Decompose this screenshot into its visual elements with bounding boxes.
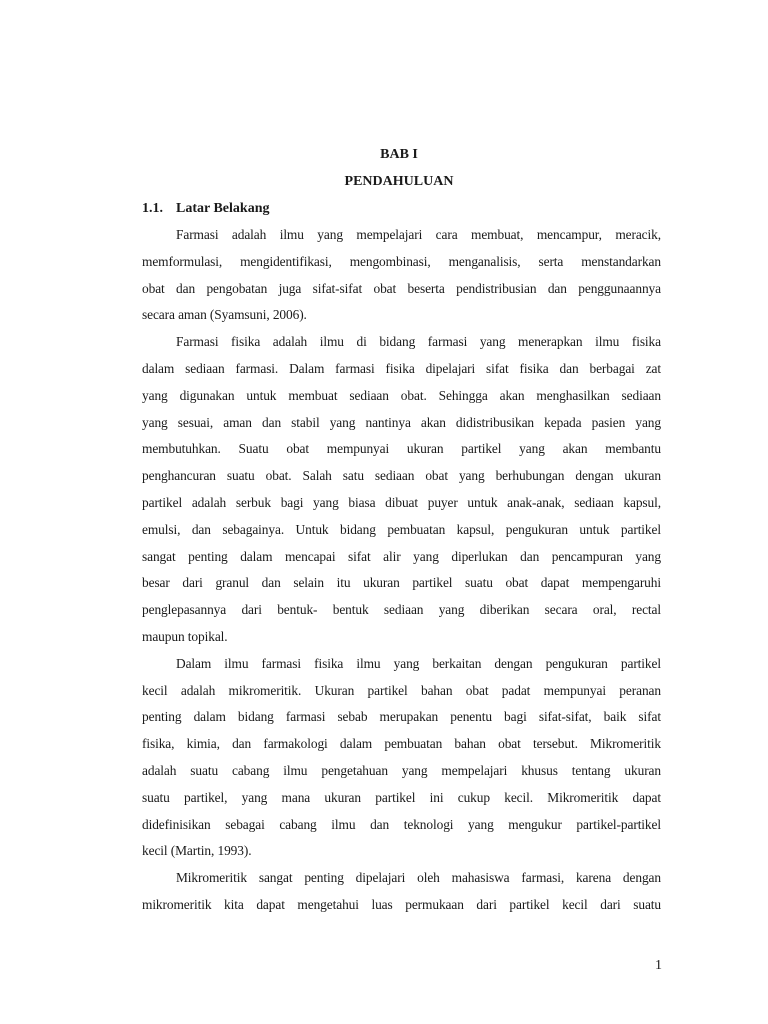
chapter-number: BAB I	[380, 147, 418, 162]
paragraph-line: membutuhkan. Suatu obat mempunyai ukuran partikel yang akan membantu	[142, 441, 661, 457]
paragraph-line: memformulasi, mengidentifikasi, mengombinasi, menganalisis, serta menstandarkan	[142, 253, 661, 269]
section-title: Latar Belakang	[176, 201, 270, 216]
paragraph-line: yang digunakan untuk membuat sediaan obat. Sehingga akan menghasilkan sediaan	[142, 387, 661, 403]
paragraph-line: sangat penting dalam mencapai sifat alir yang diperlukan dan pencampuran yang	[142, 548, 661, 564]
paragraph	[142, 651, 661, 865]
section-number: 1.1.	[142, 201, 163, 216]
paragraph-line: mikromeritik kita dapat mengetahui luas permukaan dari partikel kecil dari suatu	[142, 896, 661, 912]
paragraph-line: yang sesuai, aman dan stabil yang nantinya akan didistribusikan kepada pasien yang	[142, 414, 661, 430]
section-heading	[142, 201, 269, 217]
paragraph-line: penglepasannya dari bentuk- bentuk sediaan yang diberikan secara oral, rectal	[142, 602, 661, 618]
paragraph-line: Mikromeritik sangat penting dipelajari oleh mahasiswa farmasi, karena dengan	[176, 870, 661, 886]
paragraph-line: kecil adalah mikromeritik. Ukuran partikel bahan obat padat mempunyai peranan	[142, 682, 661, 698]
chapter-title: PENDAHULUAN	[344, 174, 454, 189]
paragraph-line: Farmasi adalah ilmu yang mempelajari cara membuat, mencampur, meracik,	[176, 227, 661, 242]
paragraph-line: penting dalam bidang farmasi sebab merupakan penentu bagi sifat-sifat, baik sifat	[142, 709, 661, 725]
paragraph-line: penghancuran suatu obat. Salah satu sediaan obat yang berhubungan dengan ukuran	[142, 468, 661, 484]
paragraph-line: dalam sediaan farmasi. Dalam farmasi fisika dipelajari sifat fisika dan berbagai zat	[142, 360, 661, 376]
paragraph-line: Farmasi fisika adalah ilmu di bidang farmasi yang menerapkan ilmu fisika	[176, 334, 661, 350]
paragraph-line: besar dari granul dan selain itu ukuran partikel suatu obat dapat mempengaruhi	[142, 575, 661, 591]
paragraph-line: Dalam ilmu farmasi fisika ilmu yang berkaitan dengan pengukuran partikel	[176, 655, 661, 671]
paragraph-line: fisika, kimia, dan farmakologi dalam pembuatan bahan obat tersebut. Mikromeritik	[142, 736, 661, 752]
paragraph-line: emulsi, dan sebagainya. Untuk bidang pembuatan kapsul, pengukuran untuk partikel	[142, 521, 661, 537]
paragraph-line: obat dan pengobatan juga sifat-sifat obat beserta pendistribusian dan penggunaannya	[142, 280, 661, 296]
paragraph-line: kecil (Martin, 1993).	[142, 843, 252, 859]
paragraph	[142, 329, 661, 651]
page-number: 1	[655, 958, 662, 973]
paragraph	[142, 222, 661, 329]
paragraph-line: partikel adalah serbuk bagi yang biasa dibuat puyer untuk anak-anak, sediaan kapsul,	[142, 494, 661, 510]
body-text	[142, 222, 661, 919]
paragraph-line: suatu partikel, yang mana ukuran partikel ini cukup kecil. Mikromeritik dapat	[142, 789, 661, 805]
paragraph	[142, 865, 661, 919]
paragraph-line: maupun topikal.	[142, 628, 228, 644]
paragraph-line: secara aman (Syamsuni, 2006).	[142, 307, 307, 323]
paragraph-line: didefinisikan sebagai cabang ilmu dan teknologi yang mengukur partikel-partikel	[142, 816, 661, 832]
paragraph-line: adalah suatu cabang ilmu pengetahuan yang mempelajari khusus tentang ukuran	[142, 762, 661, 778]
